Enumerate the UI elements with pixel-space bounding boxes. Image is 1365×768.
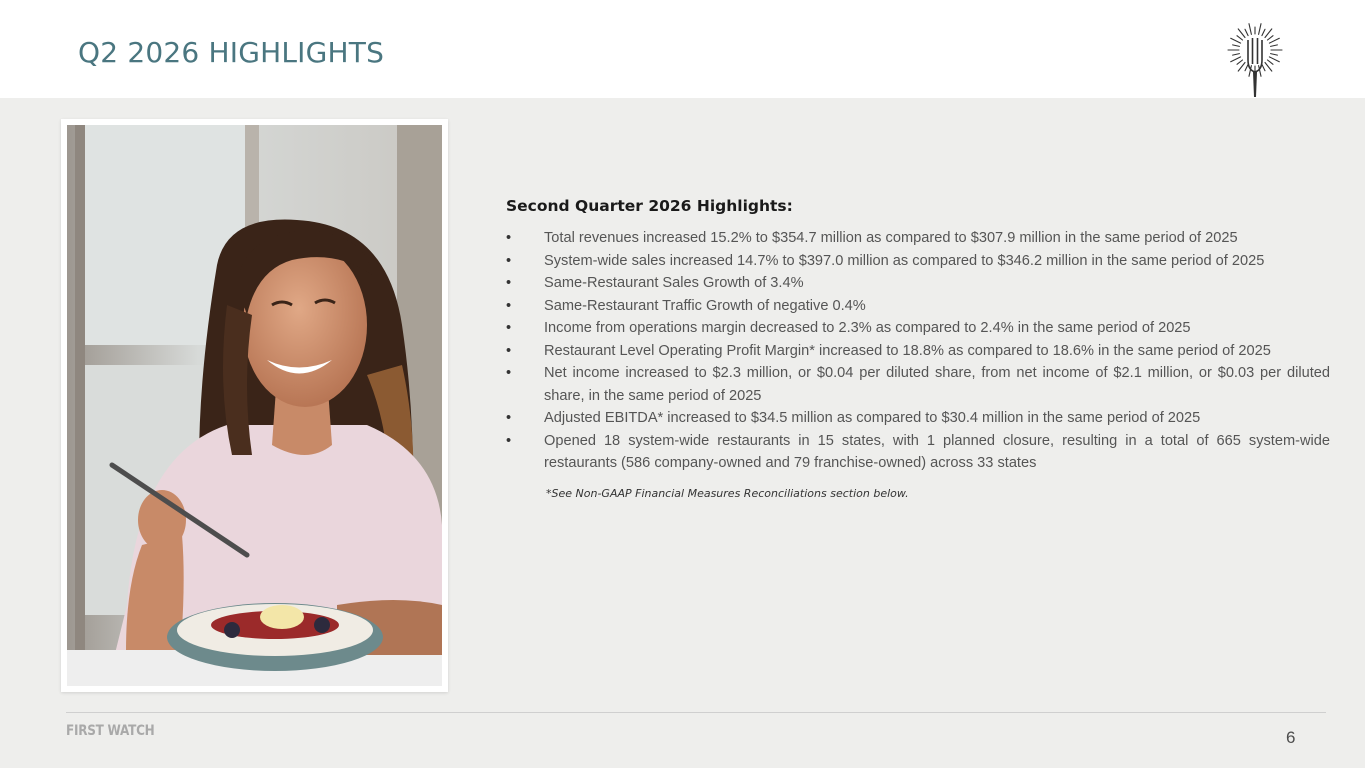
highlights-section bbox=[506, 197, 1330, 500]
bullet-text: Opened 18 system-wide restaurants in 15 states, with 1 planned closure, resulting in a total of 665 system-wide restaurants (586 company-owned and 79 franchise-owned) across 33 states bbox=[544, 432, 1330, 471]
list-item bbox=[506, 295, 1330, 318]
bullet-text: Net income increased to $2.3 million, or $0.04 per diluted share, from net income of $2.1 million, or $0.03 per diluted share, in the same period of 2025 bbox=[544, 365, 1330, 404]
highlights-heading: Second Quarter 2026 Highlights: bbox=[506, 197, 793, 215]
bullet-text: Total revenues increased 15.2% to $354.7 million as compared to $307.9 million in the same period of 2025 bbox=[544, 230, 1238, 246]
list-item bbox=[506, 250, 1330, 273]
bullet-icon: • bbox=[506, 410, 512, 426]
bullet-text: Adjusted EBITDA* increased to $34.5 million as compared to $30.4 million in the same period of 2025 bbox=[544, 410, 1201, 426]
page-number: 6 bbox=[1286, 728, 1296, 747]
bullet-icon: • bbox=[506, 365, 512, 381]
bullet-text: Same-Restaurant Traffic Growth of negative 0.4% bbox=[544, 297, 866, 314]
footnote: *See Non-GAAP Financial Measures Reconciliations section below. bbox=[546, 486, 909, 500]
page-title: Q2 2026 HIGHLIGHTS bbox=[78, 36, 385, 69]
list-item bbox=[506, 407, 1330, 430]
list-item bbox=[506, 430, 1330, 475]
list-item bbox=[506, 272, 1330, 295]
woman-eating-photo bbox=[67, 125, 442, 686]
bullet-icon: • bbox=[506, 320, 512, 336]
footer-divider bbox=[66, 712, 1326, 713]
bullet-icon: • bbox=[506, 342, 512, 359]
bullet-icon: • bbox=[506, 275, 512, 291]
bullet-icon: • bbox=[506, 230, 512, 246]
bullet-icon: • bbox=[506, 432, 512, 449]
bullet-text: Income from operations margin decreased to 2.3% as compared to 2.4% in the same period of 2025 bbox=[544, 320, 1191, 336]
list-item bbox=[506, 317, 1330, 340]
bullet-text: Restaurant Level Operating Profit Margin* increased to 18.8% as compared to 18.6% in the same period of 2025 bbox=[544, 342, 1271, 359]
header-bar bbox=[0, 0, 1365, 98]
bullet-icon: • bbox=[506, 252, 512, 269]
bullet-text: System-wide sales increased 14.7% to $397.0 million as compared to $346.2 million in the same period of 2025 bbox=[544, 252, 1265, 269]
sunburst-fork-icon bbox=[1226, 20, 1284, 100]
list-item bbox=[506, 227, 1330, 250]
bullet-icon: • bbox=[506, 297, 512, 314]
list-item bbox=[506, 362, 1330, 407]
brand-wordmark: FIRST WATCH bbox=[66, 723, 155, 739]
list-item bbox=[506, 340, 1330, 363]
bullet-text: Same-Restaurant Sales Growth of 3.4% bbox=[544, 275, 804, 291]
photo-frame bbox=[61, 119, 448, 692]
highlights-list bbox=[506, 227, 1330, 475]
